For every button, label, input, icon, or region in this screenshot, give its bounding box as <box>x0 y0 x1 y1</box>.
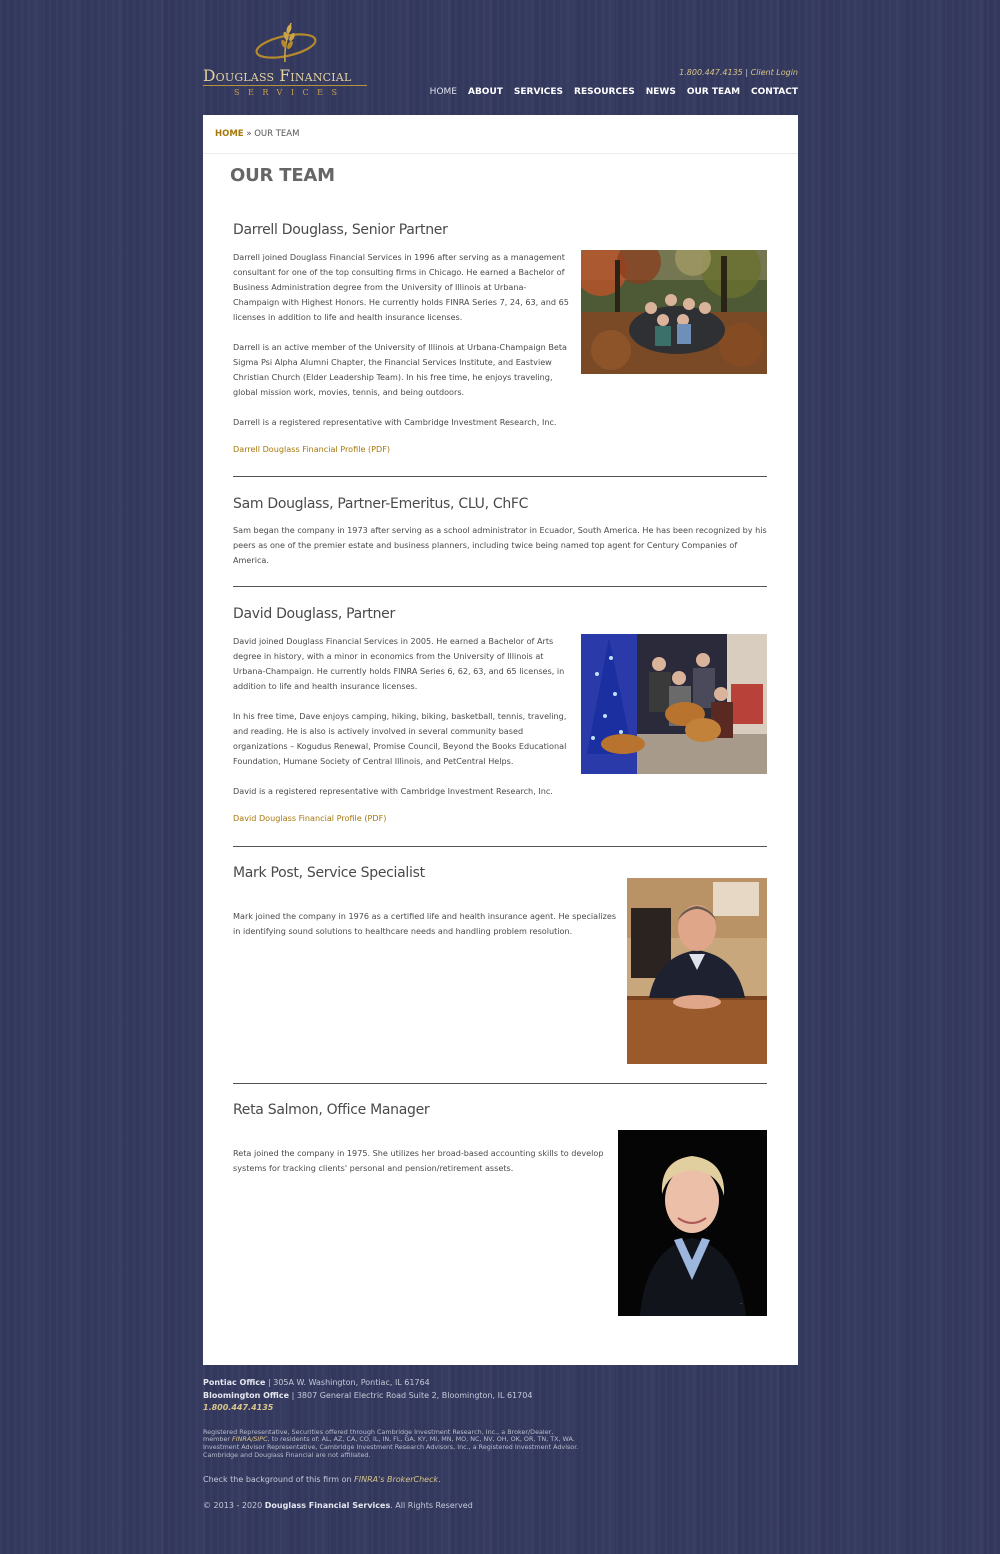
copyright-company: Douglass Financial Services <box>264 1501 391 1511</box>
nav-services[interactable]: SERVICES <box>513 87 564 97</box>
logo-subtitle: SERVICES <box>234 88 346 97</box>
member-bio <box>233 898 617 939</box>
bio-paragraph: Darrell is an active member of the University of Illinois at Urbana-Champaign Beta Sigma Psi Alpha Alumni Chapter, the Financial Services Institute, and Eastview Christian Church (Elder Leadership Team). In his free time, he enjoys traveling, global mission work, movies, tennis, and being outdoors. <box>233 342 568 397</box>
member-bio <box>233 623 569 823</box>
member-name: David Douglass, Partner <box>233 606 395 622</box>
address-separator: | <box>267 1378 271 1387</box>
darrell-profile-pdf-link[interactable]: Darrell Douglass Financial Profile (PDF) <box>233 444 391 454</box>
brokercheck-note: Check the background of this firm on FINRA's BrokerCheck. <box>203 1475 441 1485</box>
main-nav <box>430 87 798 97</box>
bio-paragraph: David joined Douglass Financial Services in 2005. He earned a Bachelor of Arts degree in history, with a minor in economics from the University of Illinois at Urbana-Champaign. He currently holds FINRA Series 6, 62, 63, and 65 licenses, in addition to life and health insurance licenses. <box>233 636 565 691</box>
bio-paragraph: Mark joined the company in 1976 as a certified life and health insurance agent. He specializes in identifying sound solutions to healthcare needs and handling problem resolution. <box>233 911 617 936</box>
site-logo[interactable] <box>203 20 373 100</box>
breadcrumb-home[interactable]: HOME <box>215 129 244 139</box>
member-name: Sam Douglass, Partner-Emeritus, CLU, ChFC <box>233 496 529 512</box>
bloomington-office-address: 3807 General Electric Road Suite 2, Bloomington, IL 61704 <box>296 1390 533 1400</box>
nav-home[interactable]: HOME <box>429 87 457 97</box>
copyright <box>203 1501 798 1510</box>
copyright-years: © 2013 - 2020 <box>203 1501 263 1511</box>
address-separator: | <box>291 1390 295 1400</box>
pontiac-office <box>203 1377 798 1390</box>
breadcrumb-current: OUR TEAM <box>254 129 300 139</box>
phone-link[interactable]: 1.800.447.4135 <box>679 68 743 77</box>
svg-text:·: · <box>740 1300 743 1308</box>
bio-paragraph: Darrell joined Douglass Financial Services in 1996 after serving as a management consultant for one of the top consulting firms in Chicago. He earned a Bachelor of Business Administration degree from the University of Illinois at Urbana-Champaign with Highest Honors. He currently holds FINRA Series 7, 24, 63, and 65 licenses in addition to life and health insurance licenses. <box>233 252 569 322</box>
bio-paragraph: Darrell is a registered representative with Cambridge Investment Research, Inc. <box>233 417 557 427</box>
bio-paragraph: David is a registered representative with Cambridge Investment Research, Inc. <box>233 786 553 796</box>
pontiac-office-address: 305A W. Washington, Pontiac, IL 61764 <box>273 1378 430 1387</box>
member-name: Reta Salmon, Office Manager <box>233 1102 430 1118</box>
team-member-mark <box>233 865 767 936</box>
footer-disclaimer <box>203 1429 798 1460</box>
member-bio <box>233 1135 607 1176</box>
nav-contact[interactable]: CONTACT <box>751 87 798 97</box>
section-divider <box>233 476 767 477</box>
bloomington-office <box>203 1390 798 1403</box>
david-family-photo <box>581 634 767 774</box>
mark-portrait-photo <box>627 878 767 1064</box>
logo-wordmark: Douglass Financial <box>203 67 352 85</box>
disclaimer-text: , to residents of: AL, AZ, CA, CO, IL, IN, FL, GA, KY, MI, MN, MO, NC, NV, OH, OK, OR, TN, TX, WA. <box>267 1435 575 1444</box>
pontiac-office-label: Pontiac Office <box>203 1378 266 1387</box>
brokercheck-link[interactable]: FINRA's BrokerCheck <box>354 1475 439 1485</box>
wheat-logo-icon <box>251 20 321 68</box>
nav-about[interactable]: ABOUT <box>467 87 503 97</box>
nav-news[interactable]: NEWS <box>645 87 676 97</box>
breadcrumb-separator: » <box>246 129 252 139</box>
main-content <box>203 115 798 1365</box>
darrell-family-photo <box>581 250 767 374</box>
logo-divider <box>203 85 367 86</box>
disclaimer-line: Cambridge and Douglass Financial are not affiliated. <box>203 1450 371 1459</box>
utility-links <box>679 68 798 77</box>
client-login-link[interactable]: Client Login <box>750 68 798 77</box>
breadcrumb <box>203 115 798 154</box>
copyright-rights: . All Rights Reserved <box>390 1501 473 1511</box>
page-title: OUR TEAM <box>230 165 335 186</box>
disclaimer-line: Investment Advisor Representative, Cambridge Investment Research Advisors, Inc., a Registered Investment Advisor. <box>203 1442 579 1451</box>
disclaimer-line: Registered Representative, Securities offered through Cambridge Investment Research, Inc., a Broker/Dealer, <box>203 1427 554 1436</box>
utility-separator: | <box>745 68 749 77</box>
member-bio <box>233 239 569 454</box>
team-member-reta <box>233 1102 767 1308</box>
disclaimer-text: member <box>203 1435 230 1444</box>
section-divider <box>233 586 767 587</box>
team-member-david <box>233 606 767 823</box>
site-footer <box>203 1377 798 1510</box>
reta-portrait-photo <box>618 1130 767 1316</box>
section-divider <box>233 846 767 847</box>
team-member-darrell <box>233 222 767 454</box>
team-member-sam <box>233 496 767 568</box>
section-divider <box>233 1083 767 1084</box>
bloomington-office-label: Bloomington Office <box>203 1390 290 1400</box>
member-name: Darrell Douglass, Senior Partner <box>233 222 448 238</box>
bio-paragraph: In his free time, Dave enjoys camping, hiking, biking, basketball, tennis, traveling, and reading. He is also is actively involved in several community based organizations – Kogudus Renewal, Promise Council, Beyond the Books Educational Foundation, Humane Society of Central Illinois, and PetCentral Helps. <box>233 711 567 766</box>
brokercheck-text: Check the background of this firm on <box>203 1475 352 1485</box>
finra-sipc-link[interactable]: FINRA/SIPC <box>232 1435 268 1444</box>
footer-addresses <box>203 1377 798 1415</box>
bio-paragraph: Reta joined the company in 1975. She utilizes her broad-based accounting skills to develop systems for tracking clients' personal and pension/retirement assets. <box>233 1148 604 1173</box>
member-name: Mark Post, Service Specialist <box>233 865 425 881</box>
nav-resources[interactable]: RESOURCES <box>574 87 635 97</box>
nav-our-team[interactable]: OUR TEAM <box>686 87 741 97</box>
footer-phone[interactable]: 1.800.447.4135 <box>203 1403 274 1412</box>
david-profile-pdf-link[interactable]: David Douglass Financial Profile (PDF) <box>233 813 387 823</box>
site-header <box>203 20 798 104</box>
bio-paragraph: Sam began the company in 1973 after serving as a school administrator in Ecuador, South America. He has been recognized by his peers as one of the premier estate and business planners, including twice being named top agent for Century Companies of America. <box>233 525 767 565</box>
